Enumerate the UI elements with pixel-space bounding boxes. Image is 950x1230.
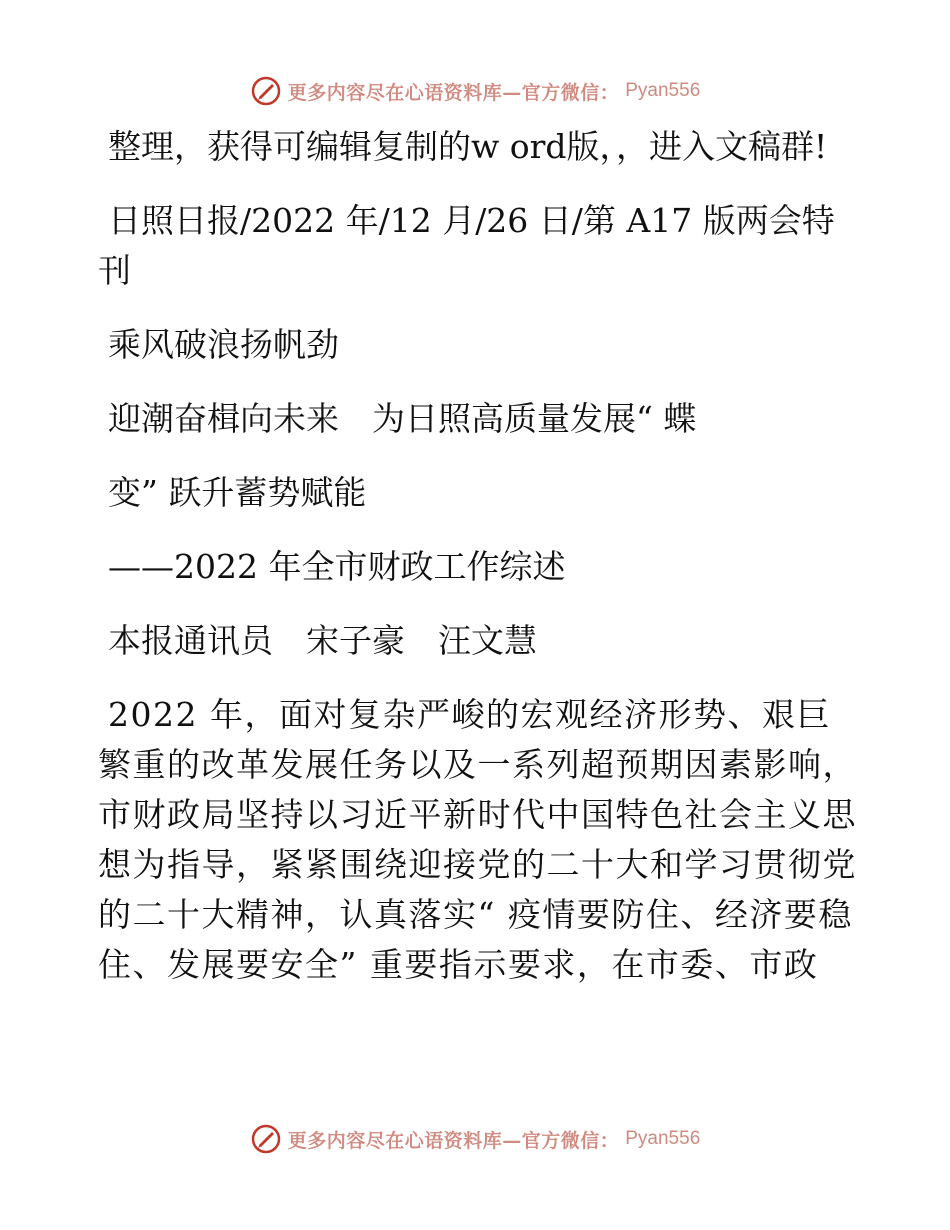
document-body xyxy=(98,122,858,1014)
watermark-banner-top xyxy=(0,74,950,108)
source-line: 日照日报/2022 年/12 月/26 日/第 A17 版两会特刊 xyxy=(98,201,835,290)
quill-pen-logo-icon xyxy=(250,1123,282,1155)
watermark-text: 更多内容尽在心语资料库—官方微信： xyxy=(287,81,620,104)
headline-line-1: 乘风破浪扬帆劲 xyxy=(108,325,339,364)
headline-line-2: 迎潮奋楫向未来 为日照高质量发展“ 蝶 xyxy=(108,399,697,438)
quill-pen-logo-icon xyxy=(250,75,282,107)
intro-paragraph: 整理，获得可编辑复制的w ord版，，进入文稿群! xyxy=(108,127,828,166)
byline: 本报通讯员 宋子豪 汪文慧 xyxy=(108,621,537,660)
watermark-banner-bottom xyxy=(0,1122,950,1156)
watermark-wechat-id: Pyan556 xyxy=(625,80,701,101)
watermark-wechat-id: Pyan556 xyxy=(625,1128,701,1149)
headline-line-3: 变” 跃升蓄势赋能 xyxy=(108,473,367,512)
body-paragraph: 2022 年，面对复杂严峻的宏观经济形势、艰巨繁重的改革发展任务以及一系列超预期因素影响，市财政局坚持以习近平新时代中国特色社会主义思想为指导，紧紧围绕迎接党的二十大和学习贯彻党的二十大精神，认真落实“ 疫情要防住、经济要稳住、发展要安全” 重要指示要求，在市委、市政 xyxy=(98,695,857,984)
watermark-text: 更多内容尽在心语资料库—官方微信： xyxy=(287,1129,620,1152)
subtitle-line: ——2022 年全市财政工作综述 xyxy=(108,547,566,586)
